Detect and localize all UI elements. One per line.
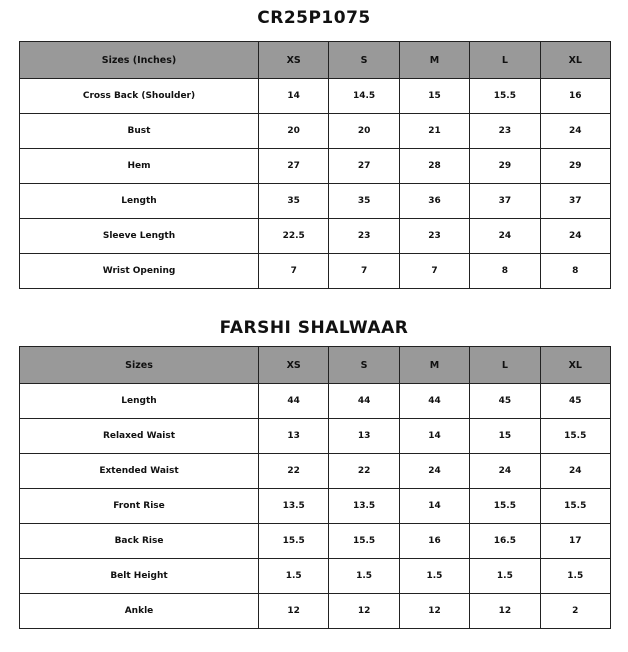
measurement-value: 2: [540, 594, 610, 629]
measurement-value: 37: [470, 184, 540, 219]
column-header-size: XS: [259, 347, 329, 384]
measurement-value: 35: [329, 184, 399, 219]
measurement-value: 7: [329, 254, 399, 289]
measurement-label: Back Rise: [20, 524, 259, 559]
column-header-size: S: [329, 42, 399, 79]
measurement-label: Hem: [20, 149, 259, 184]
measurement-label: Relaxed Waist: [20, 419, 259, 454]
table-body: [20, 79, 611, 289]
measurement-value: 1.5: [399, 559, 469, 594]
table-row: [20, 594, 611, 629]
column-header-size: XL: [540, 42, 610, 79]
farshi-shalwaar-title: FARSHI SHALWAAR: [219, 318, 409, 338]
column-header-size: L: [470, 347, 540, 384]
measurement-value: 29: [470, 149, 540, 184]
measurement-value: 1.5: [329, 559, 399, 594]
measurement-value: 44: [259, 384, 329, 419]
measurement-value: 12: [470, 594, 540, 629]
measurement-value: 23: [470, 114, 540, 149]
measurement-value: 8: [540, 254, 610, 289]
measurement-value: 24: [540, 114, 610, 149]
measurement-label: Belt Height: [20, 559, 259, 594]
measurement-value: 15.5: [259, 524, 329, 559]
measurement-value: 44: [329, 384, 399, 419]
measurement-value: 15.5: [470, 489, 540, 524]
measurement-value: 29: [540, 149, 610, 184]
measurement-value: 37: [540, 184, 610, 219]
measurement-value: 23: [329, 219, 399, 254]
top-size-chart-title: CR25P1075: [257, 8, 371, 28]
measurement-value: 13: [329, 419, 399, 454]
measurement-value: 45: [540, 384, 610, 419]
measurement-label: Ankle: [20, 594, 259, 629]
measurement-value: 16: [399, 524, 469, 559]
column-header-size: XL: [540, 347, 610, 384]
table-row: [20, 149, 611, 184]
measurement-value: 1.5: [540, 559, 610, 594]
measurement-label: Cross Back (Shoulder): [20, 79, 259, 114]
measurement-value: 7: [399, 254, 469, 289]
measurement-label: Extended Waist: [20, 454, 259, 489]
header-row: [20, 42, 611, 79]
farshi-shalwaar-table: [19, 346, 611, 629]
measurement-label: Sleeve Length: [20, 219, 259, 254]
measurement-value: 16: [540, 79, 610, 114]
table-row: [20, 489, 611, 524]
column-header-measurement: Sizes (Inches): [20, 42, 259, 79]
measurement-value: 15.5: [540, 489, 610, 524]
measurement-value: 13: [259, 419, 329, 454]
column-header-size: M: [399, 347, 469, 384]
measurement-value: 44: [399, 384, 469, 419]
measurement-value: 1.5: [470, 559, 540, 594]
measurement-value: 15: [399, 79, 469, 114]
measurement-value: 20: [259, 114, 329, 149]
measurement-value: 36: [399, 184, 469, 219]
measurement-label: Length: [20, 184, 259, 219]
measurement-value: 17: [540, 524, 610, 559]
measurement-value: 23: [399, 219, 469, 254]
column-header-size: XS: [259, 42, 329, 79]
measurement-label: Wrist Opening: [20, 254, 259, 289]
column-header-size: M: [399, 42, 469, 79]
measurement-value: 22: [329, 454, 399, 489]
table-row: [20, 184, 611, 219]
measurement-label: Bust: [20, 114, 259, 149]
table-row: [20, 114, 611, 149]
table-row: [20, 384, 611, 419]
top-size-chart-table: [19, 41, 611, 289]
table-row: [20, 219, 611, 254]
measurement-value: 22.5: [259, 219, 329, 254]
measurement-value: 20: [329, 114, 399, 149]
measurement-label: Front Rise: [20, 489, 259, 524]
column-header-size: L: [470, 42, 540, 79]
table-header: [20, 42, 611, 79]
measurement-value: 35: [259, 184, 329, 219]
measurement-value: 24: [540, 219, 610, 254]
measurement-value: 27: [259, 149, 329, 184]
table-row: [20, 559, 611, 594]
measurement-value: 14.5: [329, 79, 399, 114]
measurement-value: 24: [470, 219, 540, 254]
table-row: [20, 79, 611, 114]
measurement-value: 16.5: [470, 524, 540, 559]
table-row: [20, 524, 611, 559]
measurement-value: 13.5: [329, 489, 399, 524]
measurement-value: 14: [399, 419, 469, 454]
measurement-value: 28: [399, 149, 469, 184]
measurement-value: 15.5: [470, 79, 540, 114]
measurement-value: 14: [399, 489, 469, 524]
measurement-value: 27: [329, 149, 399, 184]
measurement-value: 15: [470, 419, 540, 454]
measurement-value: 24: [399, 454, 469, 489]
measurement-value: 14: [259, 79, 329, 114]
measurement-value: 24: [470, 454, 540, 489]
measurement-value: 21: [399, 114, 469, 149]
measurement-value: 45: [470, 384, 540, 419]
measurement-value: 13.5: [259, 489, 329, 524]
measurement-value: 15.5: [540, 419, 610, 454]
table-header: [20, 347, 611, 384]
measurement-value: 8: [470, 254, 540, 289]
measurement-value: 7: [259, 254, 329, 289]
measurement-value: 15.5: [329, 524, 399, 559]
measurement-label: Length: [20, 384, 259, 419]
table-row: [20, 454, 611, 489]
table-row: [20, 419, 611, 454]
column-header-size: S: [329, 347, 399, 384]
column-header-measurement: Sizes: [20, 347, 259, 384]
measurement-value: 12: [259, 594, 329, 629]
measurement-value: 22: [259, 454, 329, 489]
measurement-value: 1.5: [259, 559, 329, 594]
header-row: [20, 347, 611, 384]
table-row: [20, 254, 611, 289]
table-body: [20, 384, 611, 629]
measurement-value: 24: [540, 454, 610, 489]
measurement-value: 12: [329, 594, 399, 629]
measurement-value: 12: [399, 594, 469, 629]
